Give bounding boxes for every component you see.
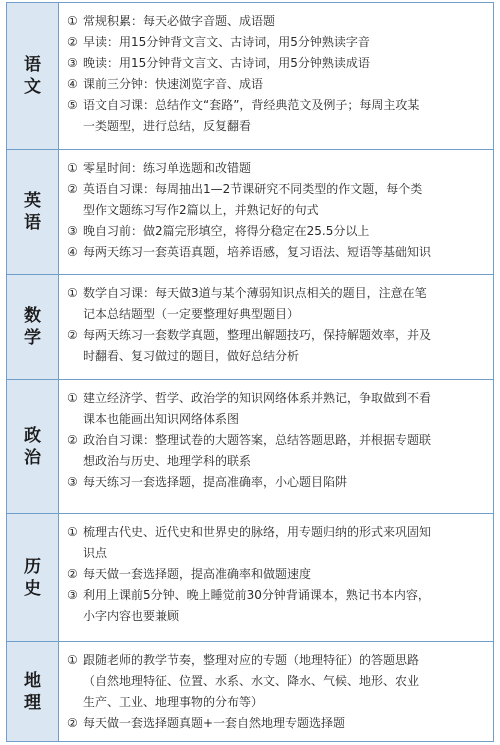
subject-name: 地理 <box>24 670 41 713</box>
list-item <box>67 388 487 430</box>
list-item <box>67 585 487 627</box>
list-item <box>67 11 487 32</box>
item-text: 零星时间：练习单选题和改错题 <box>83 161 252 175</box>
item-text: 语文自习课：总结作文“套路”，背经典范文及例子；每周主攻某 <box>83 98 420 112</box>
item-number: ③ <box>67 475 78 489</box>
subject-content <box>67 158 487 263</box>
list-item <box>67 564 487 585</box>
item-text-continued: 生产、工业、地理事物的分布等） <box>83 695 264 709</box>
row-geography <box>7 642 493 741</box>
item-text: 每天练习一套选择题，提高准确率，小心题目陷阱 <box>83 475 348 489</box>
item-number: ④ <box>67 77 78 91</box>
item-text: 建立经济学、哲学、政治学的知识网络体系并熟记，争取做到不看 <box>83 391 432 405</box>
list-item <box>67 32 487 53</box>
item-text: 英语自习课：每周抽出1—2节课研究不同类型的作文题，每个类 <box>83 182 423 196</box>
list-item <box>67 74 487 95</box>
item-text-continued: 课本也能画出知识网络体系图 <box>83 412 240 426</box>
list-item <box>67 430 487 472</box>
item-number: ② <box>67 716 78 730</box>
item-text-continued: （自然地理特征、位置、水系、水文、降水、气候、地形、农业 <box>83 674 420 688</box>
row-math <box>7 275 493 380</box>
list-item <box>67 242 487 263</box>
item-number: ② <box>67 567 78 581</box>
study-plan-table <box>6 2 494 742</box>
list-item <box>67 713 487 734</box>
item-text: 晚读：用15分钟背文言文、古诗词，用5分钟熟读成语 <box>83 56 370 70</box>
item-text: 每天做一套选择题，提高准确率和做题速度 <box>83 567 312 581</box>
subject-content <box>67 11 487 137</box>
list-item <box>67 179 487 221</box>
subject-name: 语文 <box>24 55 41 97</box>
item-text: 课前三分钟：快速浏览字音、成语 <box>83 77 264 91</box>
subject-label <box>7 3 59 149</box>
item-text: 每两天练习一套数学真题，整理出解题技巧，保持解题效率，并及 <box>83 328 432 342</box>
item-text: 每天做一套选择题真题+一套自然地理专题选择题 <box>83 716 346 730</box>
item-number: ③ <box>67 588 78 602</box>
subject-name: 数学 <box>24 306 41 348</box>
list-item <box>67 283 487 325</box>
item-text: 政治自习课：整理试卷的大题答案，总结答题思路，并根据专题联 <box>83 433 432 447</box>
list-item <box>67 472 487 493</box>
item-number: ① <box>67 286 78 300</box>
list-item <box>67 522 487 564</box>
item-text-continued: 识点 <box>83 546 108 560</box>
item-number: ② <box>67 35 78 49</box>
item-number: ① <box>67 14 78 28</box>
item-text: 晚自习前：做2篇完形填空，将得分稳定在25.5分以上 <box>83 224 370 238</box>
list-item <box>67 95 487 137</box>
item-text-continued: 记本总结题型（一定要整理好典型题目） <box>83 307 300 321</box>
subject-content <box>67 283 487 367</box>
item-number: ④ <box>67 245 78 259</box>
list-item <box>67 158 487 179</box>
item-text-continued: 一类题型，进行总结，反复翻看 <box>83 119 252 133</box>
list-item <box>67 650 487 713</box>
item-number: ② <box>67 433 78 447</box>
row-politics <box>7 380 493 514</box>
subject-label <box>7 275 59 379</box>
item-text: 每两天练习一套英语真题，培养语感，复习语法、短语等基础知识 <box>83 245 432 259</box>
item-number: ③ <box>67 56 78 70</box>
subject-name: 政治 <box>24 425 41 468</box>
subject-content <box>67 522 487 627</box>
item-text: 早读：用15分钟背文言文、古诗词，用5分钟熟读字音 <box>83 35 370 49</box>
item-number: ③ <box>67 224 78 238</box>
item-number: ① <box>67 161 78 175</box>
row-history <box>7 514 493 642</box>
subject-content <box>67 650 487 734</box>
list-item <box>67 221 487 242</box>
row-english <box>7 150 493 275</box>
subject-label <box>7 150 59 274</box>
item-text: 数学自习课：每天做3道与某个薄弱知识点相关的题目，注意在笔 <box>83 286 427 300</box>
item-text: 跟随老师的教学节奏，整理对应的专题（地理特征）的答题思路 <box>83 653 420 667</box>
item-number: ① <box>67 391 78 405</box>
subject-name: 英语 <box>24 191 41 233</box>
item-number: ① <box>67 653 78 667</box>
item-text-continued: 时翻看、复习做过的题目，做好总结分析 <box>83 349 300 363</box>
subject-content <box>67 388 487 493</box>
subject-name: 历史 <box>24 556 41 599</box>
list-item <box>67 53 487 74</box>
item-number: ⑤ <box>67 98 78 112</box>
item-number: ② <box>67 328 78 342</box>
subject-label <box>7 514 59 641</box>
item-text: 常规积累：每天必做字音题、成语题 <box>83 14 276 28</box>
item-text-continued: 小字内容也要兼顾 <box>83 609 180 623</box>
row-chinese <box>7 3 493 150</box>
item-number: ① <box>67 525 78 539</box>
item-text: 梳理古代史、近代史和世界史的脉络，用专题归纳的形式来巩固知 <box>83 525 432 539</box>
list-item <box>67 325 487 367</box>
item-text-continued: 型作文题练习写作2篇以上，并熟记好的句式 <box>83 203 319 217</box>
item-text: 利用上课前5分钟、晚上睡觉前30分钟背诵课本，熟记书本内容， <box>83 588 430 602</box>
subject-label <box>7 380 59 513</box>
item-text-continued: 想政治与历史、地理学科的联系 <box>83 454 252 468</box>
subject-label <box>7 642 59 741</box>
item-number: ② <box>67 182 78 196</box>
